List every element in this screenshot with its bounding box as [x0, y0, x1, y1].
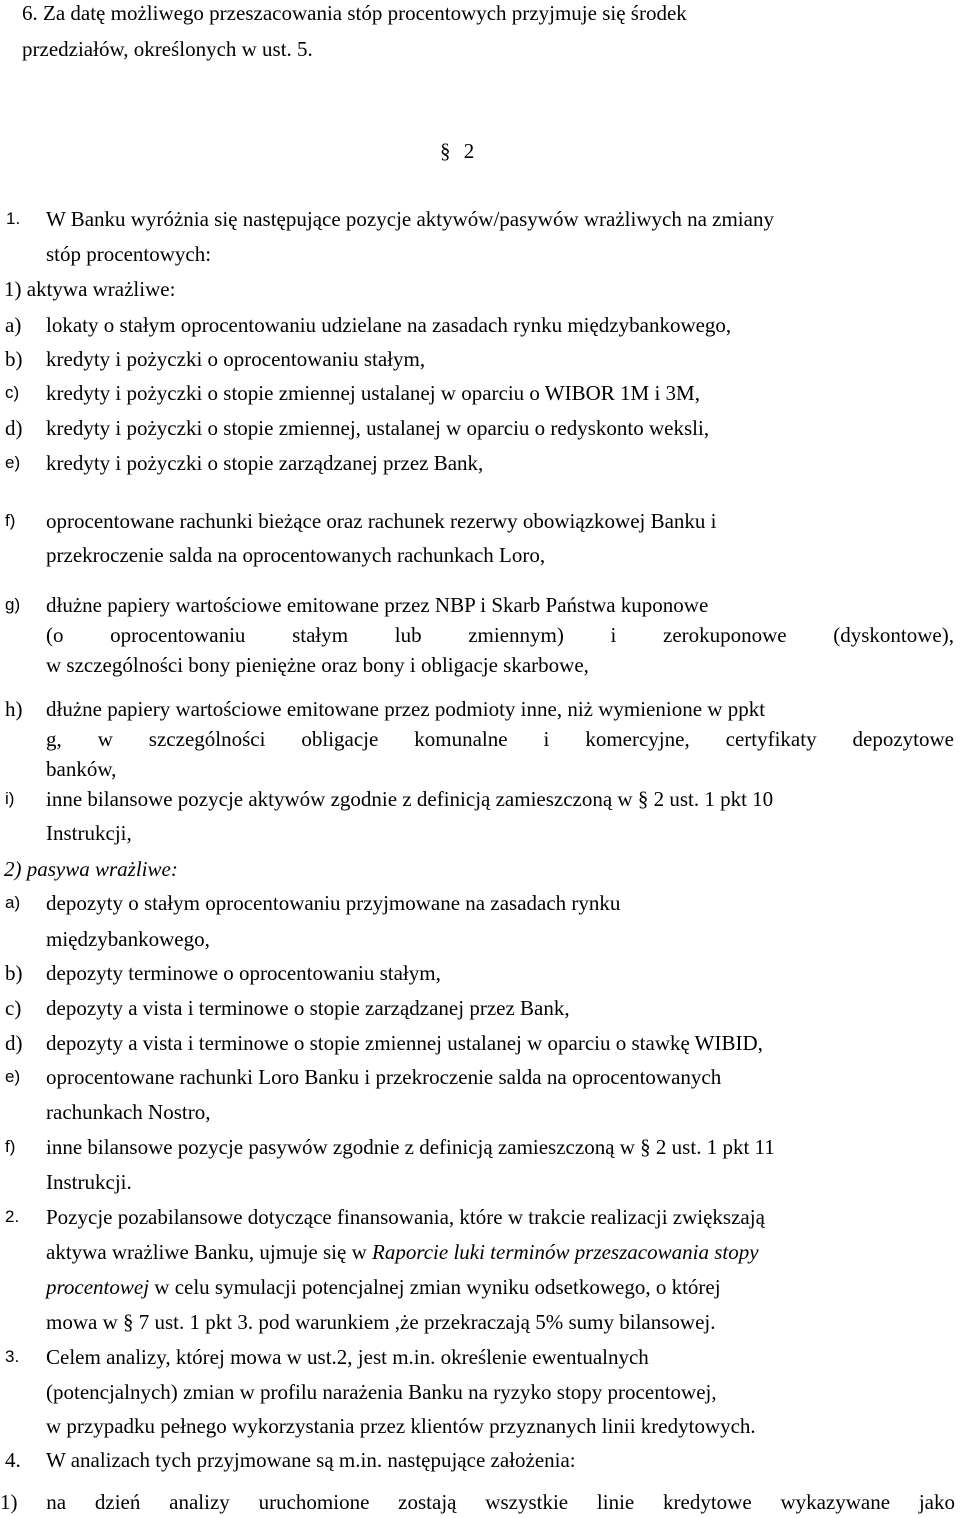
liability-c-text: depozyty a vista i terminowe o stopie zarządzanej przez Bank, — [46, 996, 570, 1020]
liability-f-line2: Instrukcji. — [46, 1170, 132, 1194]
asset-h-line2: g, w szczególności obligacje komunalne i komercyjne, certyfikaty depozytowe — [46, 727, 954, 751]
liability-a-label: a) — [5, 893, 21, 912]
paragraph-1-number: 1. — [6, 209, 21, 228]
liability-e-label: e) — [5, 1067, 21, 1086]
paragraph-3-line2: (potencjalnych) zmian w profilu narażenia Banku na ryzyko stopy procentowej, — [46, 1380, 717, 1404]
asset-f-line1: oprocentowane rachunki bieżące oraz rachunek rezerwy obowiązkowej Banku i — [46, 509, 717, 533]
liability-a-line2: międzybankowego, — [46, 927, 210, 951]
asset-c-text: kredyty i pożyczki o stopie zmiennej ustalanej w oparciu o WIBOR 1M i 3M, — [46, 381, 700, 405]
asset-f-line2: przekroczenie salda na oprocentowanych rachunkach Loro, — [46, 543, 546, 567]
asset-g-line2: (o oprocentowaniu stałym lub zmiennym) i zerokuponowe (dyskontowe), — [46, 623, 954, 647]
asset-f-label: f) — [5, 511, 16, 530]
liability-b-label: b) — [5, 961, 23, 985]
asset-h-line3: banków, — [46, 757, 117, 781]
assets-heading: 1) aktywa wrażliwe: — [4, 277, 176, 301]
report-title-part2: procentowej — [46, 1275, 150, 1299]
paragraph-1-line1: W Banku wyróżnia się następujące pozycje aktywów/pasywów wrażliwych na zmiany — [46, 207, 774, 231]
liability-d-text: depozyty a vista i terminowe o stopie zmiennej ustalanej w oparciu o stawkę WIBID, — [46, 1031, 763, 1055]
liabilities-heading: 2) pasywa wrażliwe: — [4, 857, 178, 881]
asset-b-label: b) — [5, 347, 23, 371]
asset-g-line1: dłużne papiery wartościowe emitowane przez NBP i Skarb Państwa kuponowe — [46, 593, 709, 617]
liability-e-line1: oprocentowane rachunki Loro Banku i przekroczenie salda na oprocentowanych — [46, 1065, 722, 1089]
item6-line2: przedziałów, określonych w ust. 5. — [22, 37, 313, 61]
paragraph-4-item1: 1) na dzień analizy uruchomione zostają wszystkie linie kredytowe wykazywane jako — [0, 1490, 955, 1514]
paragraph-2-line1: Pozycje pozabilansowe dotyczące finansowania, które w trakcie realizacji zwiększają — [46, 1205, 765, 1229]
asset-e-label: e) — [5, 453, 21, 472]
section-number: 2 — [463, 139, 475, 163]
item6-line1: 6. Za datę możliwego przeszacowania stóp procentowych przyjmuje się środek — [22, 1, 687, 25]
asset-a-label: a) — [5, 313, 22, 337]
asset-e-text: kredyty i pożyczki o stopie zarządzanej przez Bank, — [46, 451, 484, 475]
asset-g-line3: w szczególności bony pieniężne oraz bony i obligacje skarbowe, — [46, 653, 589, 677]
paragraph-3-line1: Celem analizy, której mowa w ust.2, jest m.in. określenie ewentualnych — [46, 1345, 649, 1369]
paragraph-4-line1: W analizach tych przyjmowane są m.in. następujące założenia: — [46, 1448, 576, 1472]
section-symbol: § — [440, 139, 451, 163]
asset-c-label: c) — [5, 383, 20, 402]
asset-i-line2: Instrukcji, — [46, 821, 132, 845]
asset-d-text: kredyty i pożyczki o stopie zmiennej, ustalanej w oparciu o redyskonto weksli, — [46, 416, 710, 440]
liability-e-line2: rachunkach Nostro, — [46, 1100, 211, 1124]
asset-i-label: i) — [5, 789, 15, 808]
asset-h-line1: dłużne papiery wartościowe emitowane przez podmioty inne, niż wymienione w ppkt — [46, 697, 766, 721]
paragraph-2-line4: mowa w § 7 ust. 1 pkt 3. pod warunkiem ,że przekraczają 5% sumy bilansowej. — [46, 1310, 716, 1334]
paragraph-1-line2: stóp procentowych: — [46, 242, 212, 266]
liability-f-label: f) — [5, 1137, 16, 1156]
paragraph-2-number: 2. — [5, 1207, 20, 1226]
paragraph-2-line3: procentowej w celu symulacji potencjalnej zmian wyniku odsetkowego, o której — [46, 1275, 721, 1299]
liability-b-text: depozyty terminowe o oprocentowaniu stałym, — [46, 961, 441, 985]
liability-a-line1: depozyty o stałym oprocentowaniu przyjmowane na zasadach rynku — [46, 891, 621, 915]
asset-i-line1: inne bilansowe pozycje aktywów zgodnie z definicją zamieszczoną w § 2 ust. 1 pkt 10 — [46, 787, 774, 811]
asset-a-text: lokaty o stałym oprocentowaniu udzielane na zasadach rynku międzybankowego, — [46, 313, 732, 337]
liability-c-label: c) — [5, 996, 22, 1020]
paragraph-4-number: 4. — [5, 1448, 21, 1472]
asset-b-text: kredyty i pożyczki o oprocentowaniu stałym, — [46, 347, 426, 371]
asset-g-label: g) — [5, 595, 21, 614]
asset-h-label: h) — [5, 697, 23, 721]
liability-f-line1: inne bilansowe pozycje pasywów zgodnie z definicją zamieszczoną w § 2 ust. 1 pkt 11 — [46, 1135, 775, 1159]
asset-d-label: d) — [5, 416, 23, 440]
liability-d-label: d) — [5, 1031, 23, 1055]
section-heading — [440, 138, 474, 164]
paragraph-3-line3: w przypadku pełnego wykorzystania przez klientów przyznanych linii kredytowych. — [46, 1414, 756, 1438]
paragraph-2-line2: aktywa wrażliwe Banku, ujmuje się w Raporcie luki terminów przeszacowania stopy — [46, 1240, 759, 1264]
report-title-part1: Raporcie luki terminów przeszacowania stopy — [372, 1240, 759, 1264]
paragraph-3-number: 3. — [5, 1347, 20, 1366]
